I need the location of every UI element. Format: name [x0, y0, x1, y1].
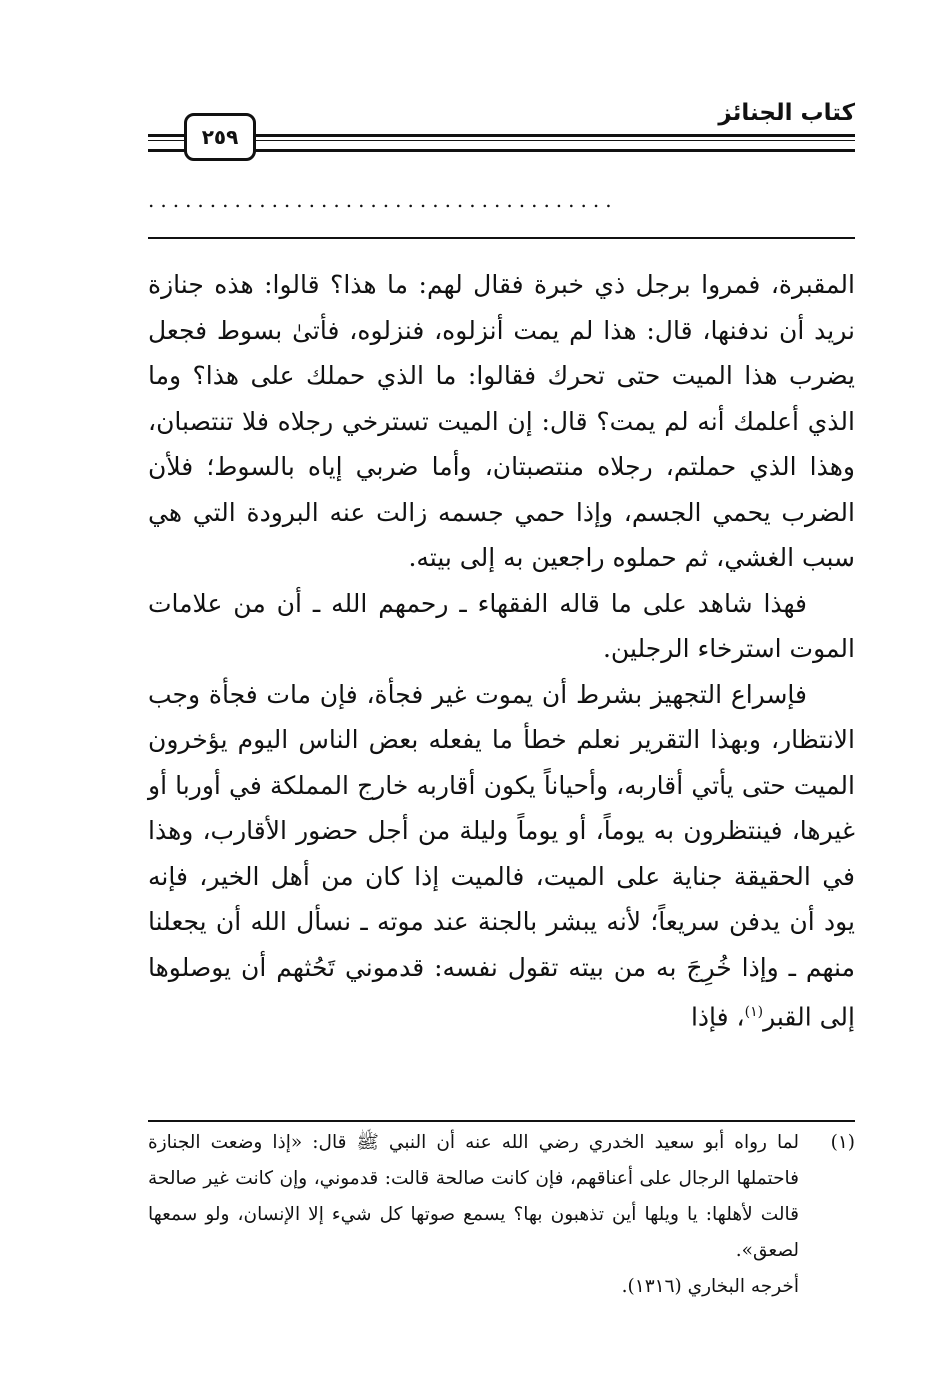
paragraph-3 — [148, 672, 855, 1040]
paragraph-3-tail: ، فإذا — [690, 1002, 745, 1032]
paragraph-2: فهذا شاهد على ما قاله الفقهاء ـ رحمهم الله ـ أن من علامات الموت استرخاء الرجلين. — [148, 588, 855, 663]
page-number: ٢٥٩ — [184, 113, 256, 161]
running-title: كتاب الجنائز — [718, 100, 855, 126]
footnote-marker: (١) — [830, 1132, 855, 1153]
footnote-body — [148, 1125, 799, 1305]
footnotes — [148, 1125, 855, 1305]
top-rule — [148, 237, 855, 239]
paragraph-3-text: فإسراع التجهيز بشرط أن يموت غير فجأة، فإن مات فجأة وجب الانتظار، وبهذا التقرير نعلم خطأ ما يفعله بعض الناس اليوم يؤخرون الميت حتى يأتي أقاربه، وأحياناً يكون أقاربه خارج المملكة في أوربا أو غيرها، فينتظرون به يوماً، أو يوماً وليلة من أجل حضور الأقارب، وهذا في الحقيقة جناية على الميت، فالميت إذا كان من أهل الخير، فإنه يود أن يدفن سريعاً؛ لأنه يبشر بالجنة عند موته ـ نسأل الله أن يجعلنا منهم ـ وإذا خُرِجَ به من بيته تقول نفسه: قدموني تَحُثهم أن يوصلوها إلى القبر — [148, 679, 855, 1032]
footnote-1 — [148, 1125, 855, 1305]
main-text — [148, 262, 855, 1040]
paragraph-1: المقبرة، فمروا برجل ذي خبرة فقال لهم: ما هذا؟ قالوا: هذه جنازة نريد أن ندفنها، قال: هذا لم يمت أنزلوه، فنزلوه، فأتىٰ بسوط فجعل يضرب هذا الميت حتى تحرك فقالوا: ما الذي حملك على هذا؟ وما الذي أعلمك أنه لم يمت؟ قال: إن الميت تسترخي رجلاه فلا تنتصبان، وهذا الذي حملتم، رجلاه منتصبتان، وأما ضربي إياه بالسوط؛ فلأن الضرب يحمي الجسم، وإذا حمي جسمه زالت عنه البرودة التي هي سبب الغشي، ثم حملوه راجعين به إلى بيته. — [148, 270, 855, 572]
ellipsis-separator: ...................................... — [148, 190, 618, 210]
footnote-source: أخرجه البخاري (١٣١٦). — [621, 1276, 799, 1297]
footnote-reference: (١) — [744, 1004, 764, 1020]
footnote-rule — [148, 1120, 855, 1122]
footnote-hadith: لما رواه أبو سعيد الخدري رضي الله عنه أن النبي ﷺ قال: «إذا وضعت الجنازة فاحتملها الرجال على أعناقهم، فإن كانت صالحة قالت: قدموني، وإن كانت غير صالحة قالت لأهلها: يا ويلها أين تذهبون بها؟ يسمع صوتها كل شيء إلا الإنسان، ولو سمعها لصعق». — [148, 1132, 799, 1261]
